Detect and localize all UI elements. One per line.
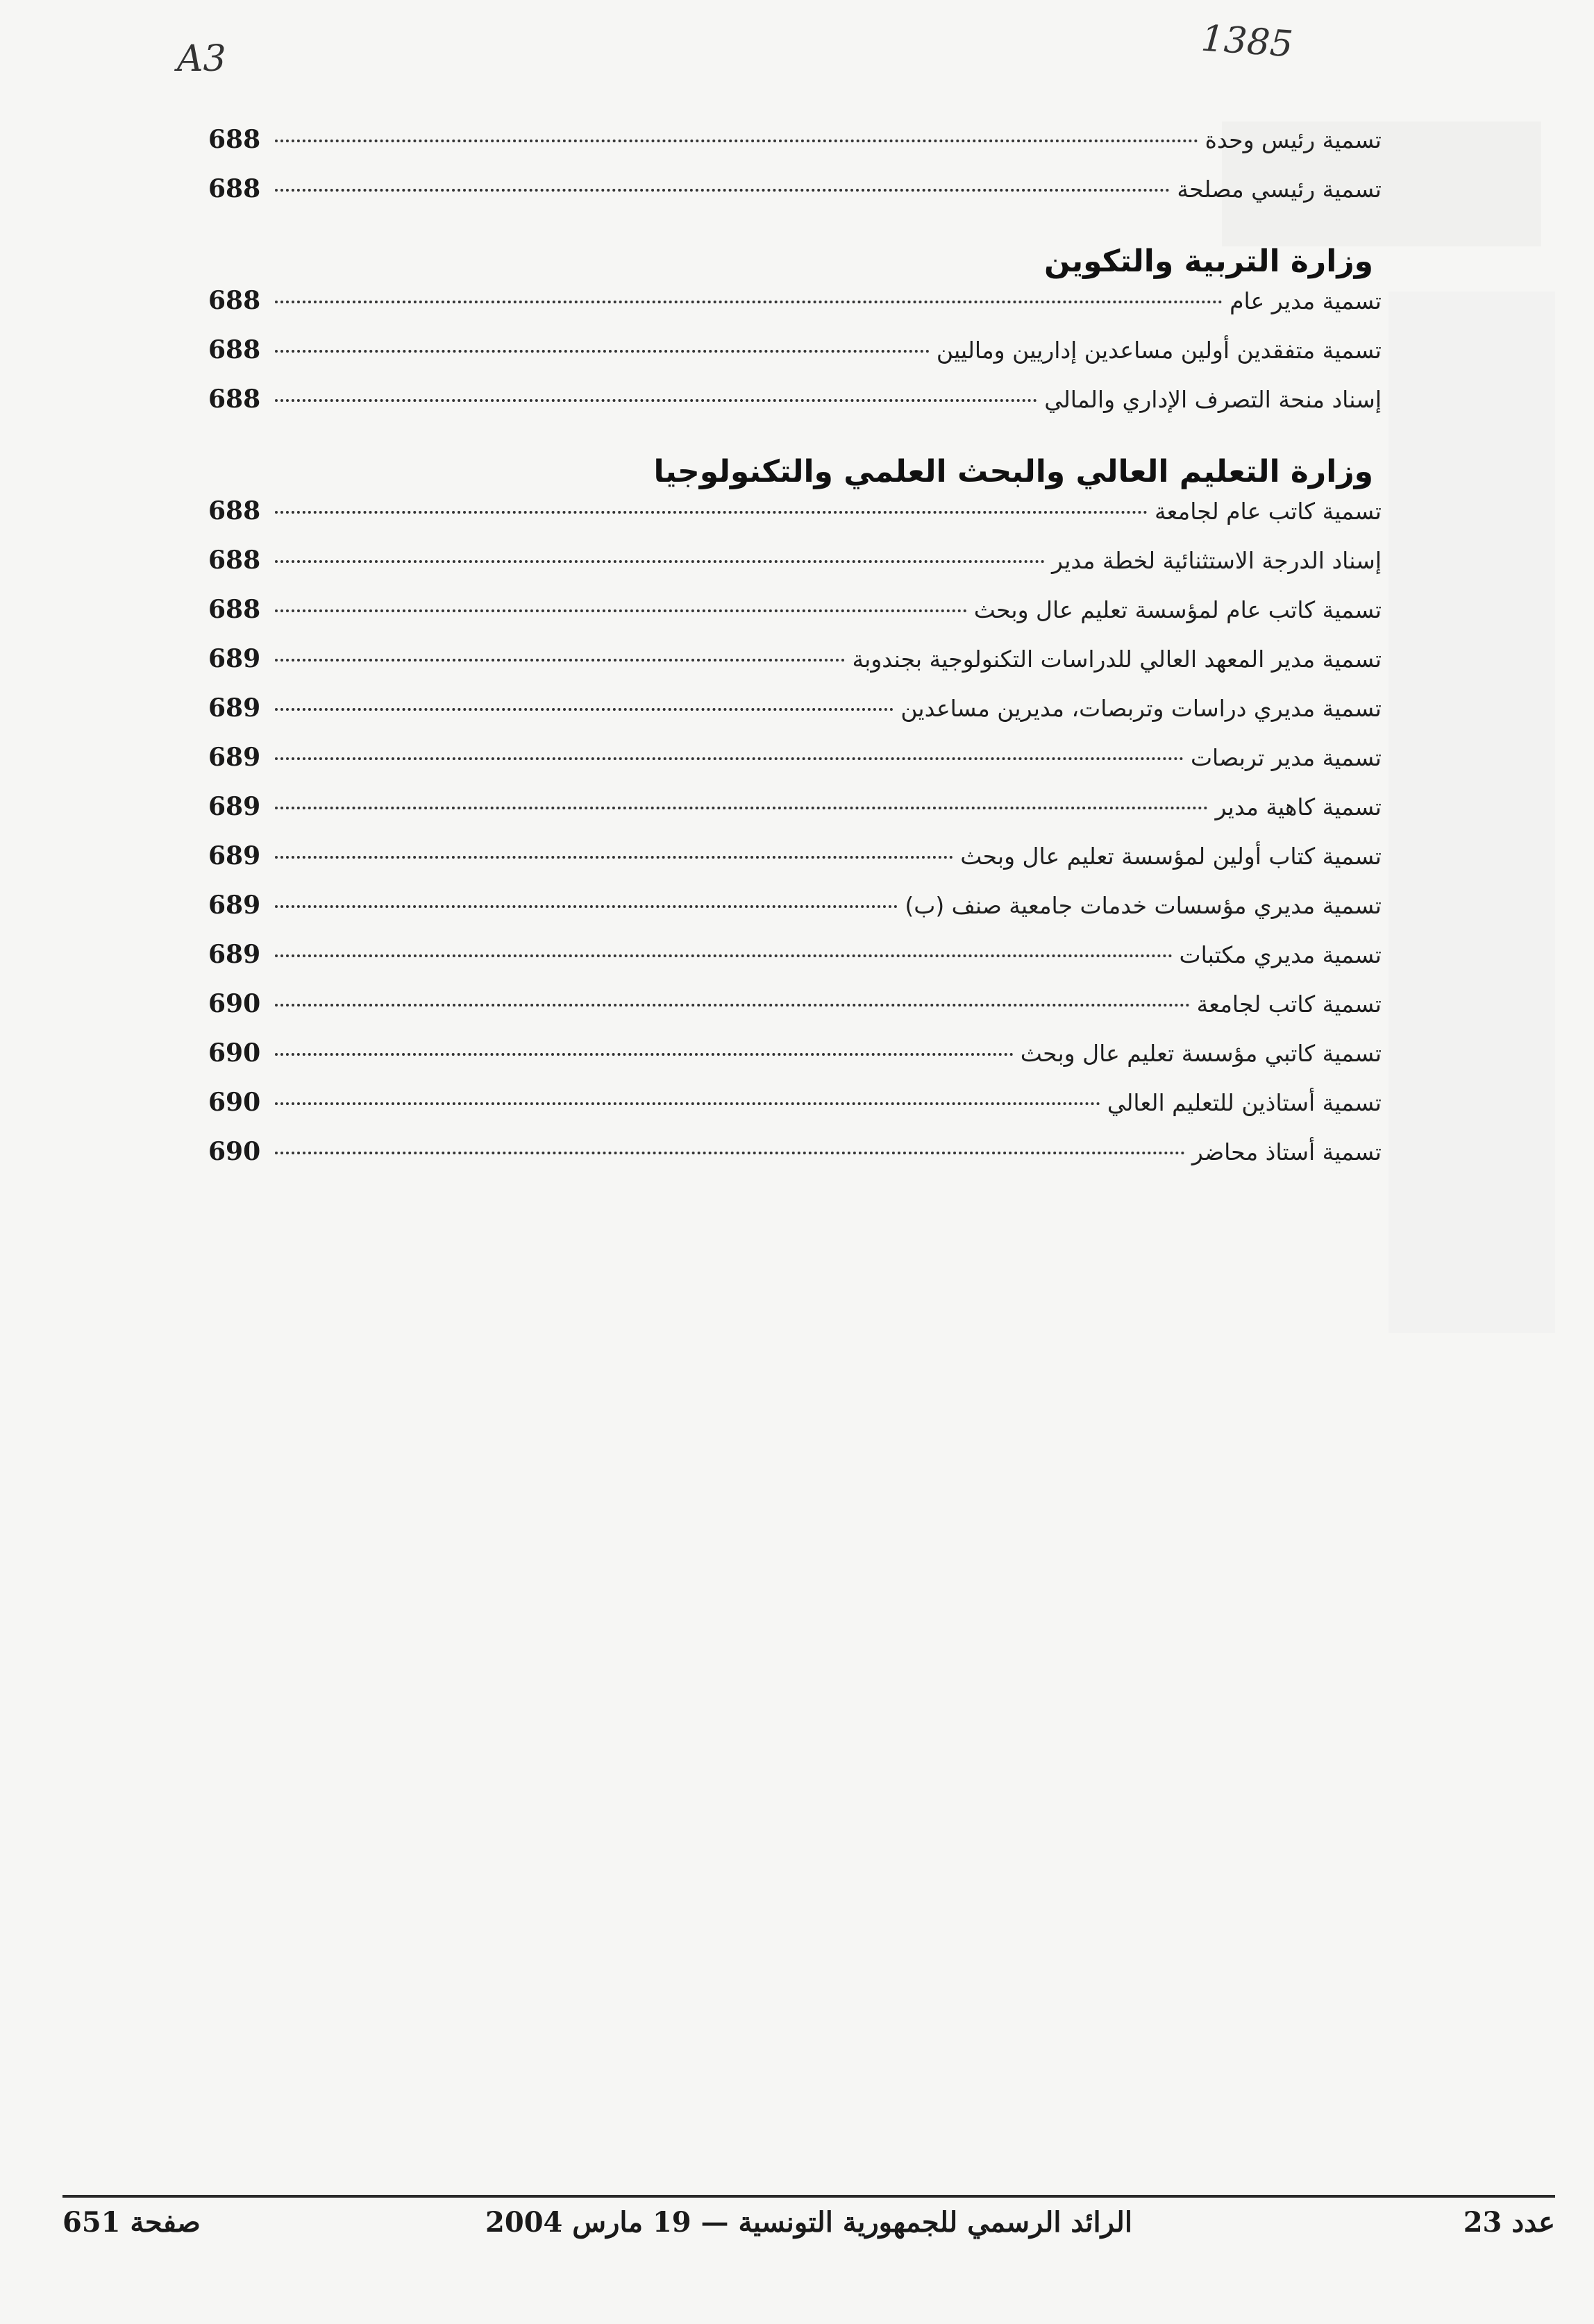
toc-entry-label: إسناد الدرجة الاستثنائية لخطة مدير [1052, 547, 1382, 574]
toc-entry-label: تسمية كاتب عام لمؤسسة تعليم عال وبحث [973, 596, 1382, 623]
leader-dots [275, 301, 1223, 303]
toc-entry [208, 841, 1382, 891]
leader-dots [275, 757, 1184, 760]
leader-dots [275, 1053, 1014, 1056]
toc-entry-label: تسمية مديري دراسات وتربصات، مديرين مساعدين [900, 695, 1382, 722]
toc-entry-page: 690 [208, 989, 261, 1018]
toc-entry-page: 688 [208, 546, 261, 575]
toc-entry [208, 546, 1382, 595]
toc-entry [208, 644, 1382, 693]
leader-dots [275, 560, 1045, 563]
toc-entry-label: تسمية مديري مؤسسات خدمات جامعية صنف (ب) [905, 892, 1382, 919]
toc-entry-label: تسمية رئيسي مصلحة [1177, 176, 1382, 203]
toc-entry-page: 688 [208, 335, 261, 364]
toc-entry [208, 1038, 1382, 1088]
toc-entry-label: تسمية متفقدين أولين مساعدين إداريين وماليين [936, 337, 1382, 364]
toc-entry-label: تسمية كاتب عام لجامعة [1154, 498, 1382, 525]
leader-dots [275, 659, 845, 662]
toc-entry [208, 595, 1382, 644]
toc-entry-label: تسمية كاهية مدير [1215, 793, 1382, 820]
toc-entry-label: تسمية أستاذين للتعليم العالي [1107, 1089, 1382, 1116]
toc-entry-page: 689 [208, 891, 261, 920]
toc-entry-page: 689 [208, 841, 261, 870]
issue-number: عدد 23 [1463, 2206, 1555, 2239]
toc-entry [208, 174, 1382, 224]
toc-entry-page: 689 [208, 940, 261, 969]
leader-dots [275, 189, 1170, 192]
leader-dots [275, 954, 1173, 957]
leader-dots [275, 1102, 1100, 1105]
toc-entry-label: تسمية مدير المعهد العالي للدراسات التكنولوجية بجندوبة [852, 646, 1382, 673]
toc-entry [208, 385, 1382, 434]
toc-entry-page: 688 [208, 595, 261, 624]
leader-dots [275, 708, 894, 711]
toc-entry-label: تسمية أستاذ محاضر [1191, 1138, 1382, 1165]
toc-entry-page: 689 [208, 792, 261, 821]
toc-entry [208, 1137, 1382, 1186]
toc-entry [208, 743, 1382, 792]
toc-entry [208, 792, 1382, 841]
toc-entry [208, 989, 1382, 1038]
leader-dots [275, 1004, 1190, 1007]
handwritten-annotation-left: A3 [177, 38, 226, 80]
toc-entry [208, 335, 1382, 385]
toc-entry-label: تسمية كتاب أولين لمؤسسة تعليم عال وبحث [960, 843, 1382, 870]
toc-entry [208, 891, 1382, 940]
toc-entry-page: 688 [208, 174, 261, 203]
section-heading: وزارة التربية والتكوين [1043, 244, 1373, 279]
leader-dots [275, 856, 953, 859]
toc-entry-page: 689 [208, 693, 261, 723]
toc-entry [208, 1088, 1382, 1137]
toc-entry-label: تسمية رئيس وحدة [1205, 126, 1382, 153]
toc-entry [208, 693, 1382, 743]
leader-dots [275, 609, 967, 612]
bleed-through-block [1389, 292, 1555, 1333]
leader-dots [275, 140, 1198, 142]
leader-dots [275, 905, 898, 908]
toc-entry-page: 688 [208, 496, 261, 525]
leader-dots [275, 807, 1208, 809]
leader-dots [275, 350, 930, 353]
leader-dots [275, 1152, 1185, 1154]
toc-entry-page: 690 [208, 1088, 261, 1117]
toc-entry-page: 688 [208, 385, 261, 414]
toc-entry-page: 688 [208, 125, 261, 154]
toc-entry-label: تسمية مديري مكتبات [1179, 941, 1382, 968]
toc-entry-page: 689 [208, 743, 261, 772]
section-heading: وزارة التعليم العالي والبحث العلمي والتكنولوجيا [653, 454, 1373, 489]
toc-entry-label: تسمية مدير تربصات [1190, 744, 1382, 771]
handwritten-annotation-right: 1385 [1200, 17, 1295, 66]
toc-entry-label: إسناد منحة التصرف الإداري والمالي [1044, 386, 1382, 413]
leader-dots [275, 399, 1037, 402]
footer-divider [62, 2195, 1555, 2198]
table-of-contents [208, 125, 1382, 1186]
toc-entry-label: تسمية كاتب لجامعة [1196, 991, 1382, 1018]
leader-dots [275, 511, 1148, 514]
page-footer [62, 2206, 1555, 2255]
toc-entry [208, 286, 1382, 335]
toc-entry [208, 940, 1382, 989]
page-number: صفحة 651 [62, 2206, 201, 2239]
toc-entry [208, 125, 1382, 174]
toc-entry-label: تسمية كاتبي مؤسسة تعليم عال وبحث [1020, 1040, 1382, 1067]
toc-entry-label: تسمية مدير عام [1230, 287, 1382, 314]
toc-entry-page: 690 [208, 1137, 261, 1166]
toc-entry-page: 689 [208, 644, 261, 673]
toc-entry-page: 688 [208, 286, 261, 315]
publication-title: الرائد الرسمي للجمهورية التونسية — 19 مارس 2004 [485, 2206, 1132, 2239]
toc-entry-page: 690 [208, 1038, 261, 1068]
toc-entry [208, 496, 1382, 546]
